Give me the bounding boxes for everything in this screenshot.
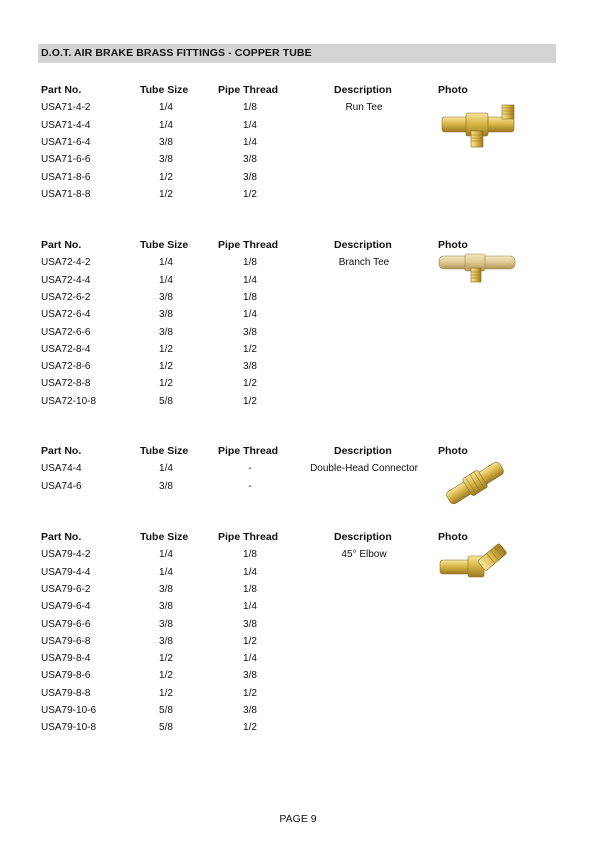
tube-size: 3/8 <box>159 583 173 595</box>
pipe-thread: 1/2 <box>243 395 257 407</box>
part-number: USA79-6-4 <box>41 601 91 613</box>
part-number: USA74-4 <box>41 463 82 475</box>
header-photo: Photo <box>438 239 468 251</box>
table-row <box>0 719 596 736</box>
tube-size: 1/2 <box>159 670 173 682</box>
part-number: USA79-4-4 <box>41 566 91 578</box>
header-photo: Photo <box>438 445 468 457</box>
page-title: D.O.T. AIR BRAKE BRASS FITTINGS - COPPER TUBE <box>38 44 556 63</box>
header-part-no: Part No. <box>41 531 82 543</box>
double-head-connector-photo <box>440 458 510 513</box>
pipe-thread: 1/2 <box>243 687 257 699</box>
part-number: USA72-6-6 <box>41 326 91 338</box>
pipe-thread: 1/2 <box>243 378 257 390</box>
branch-tee-fitting-photo <box>437 250 519 289</box>
part-number: USA71-6-6 <box>41 154 91 166</box>
tube-size: 3/8 <box>159 480 173 492</box>
part-number: USA79-6-2 <box>41 583 91 595</box>
tube-size: 1/2 <box>159 171 173 183</box>
tube-size: 1/4 <box>159 257 173 269</box>
header-tube-size: Tube Size <box>140 445 189 457</box>
tube-size: 5/8 <box>159 395 173 407</box>
table-row <box>0 702 596 719</box>
header-pipe-thread: Pipe Thread <box>218 531 279 543</box>
tube-size: 1/4 <box>159 102 173 114</box>
description: 45° Elbow <box>341 549 387 561</box>
pipe-thread: - <box>248 480 252 492</box>
pipe-thread: 1/8 <box>243 257 257 269</box>
pipe-thread: - <box>248 463 252 475</box>
pipe-thread: 1/4 <box>243 653 257 665</box>
description: Run Tee <box>345 102 383 114</box>
tube-size: 1/2 <box>159 378 173 390</box>
header-pipe-thread: Pipe Thread <box>218 239 279 251</box>
tube-size: 3/8 <box>159 326 173 338</box>
elbow-45-fitting-photo <box>438 540 514 589</box>
pipe-thread: 3/8 <box>243 618 257 630</box>
table-row <box>0 289 596 306</box>
header-photo: Photo <box>438 84 468 96</box>
table-row <box>0 341 596 358</box>
part-number: USA79-10-8 <box>41 722 97 734</box>
pipe-thread: 1/8 <box>243 583 257 595</box>
tube-size: 1/2 <box>159 188 173 200</box>
part-number: USA79-10-6 <box>41 705 97 716</box>
table-row <box>0 633 596 650</box>
tube-size: 1/2 <box>159 343 173 355</box>
part-number: USA72-10-8 <box>41 395 97 407</box>
header-tube-size: Tube Size <box>140 84 189 96</box>
tube-size: 1/4 <box>159 274 173 286</box>
tube-size: 3/8 <box>159 635 173 647</box>
part-number: USA71-6-4 <box>41 136 91 148</box>
tube-size: 5/8 <box>159 722 173 734</box>
tube-size: 1/2 <box>159 687 173 699</box>
pipe-thread: 3/8 <box>243 154 257 166</box>
tube-size: 5/8 <box>159 705 173 716</box>
pipe-thread: 1/4 <box>243 566 257 578</box>
part-number: USA72-8-8 <box>41 378 91 390</box>
tube-size: 3/8 <box>159 618 173 630</box>
pipe-thread: 1/8 <box>243 549 257 561</box>
part-number: USA79-6-6 <box>41 618 91 630</box>
table-row <box>0 650 596 667</box>
description: Branch Tee <box>338 257 390 269</box>
pipe-thread: 1/4 <box>243 136 257 148</box>
tube-size: 1/4 <box>159 549 173 561</box>
header-pipe-thread: Pipe Thread <box>218 445 279 457</box>
pipe-thread: 1/2 <box>243 188 257 200</box>
pipe-thread: 1/8 <box>243 102 257 114</box>
part-number: USA71-4-2 <box>41 102 91 114</box>
tube-size: 1/2 <box>159 653 173 665</box>
pipe-thread: 3/8 <box>243 705 257 716</box>
run-tee-fitting-photo <box>440 95 520 156</box>
pipe-thread: 1/2 <box>243 635 257 647</box>
part-number: USA79-6-8 <box>41 635 91 647</box>
part-number: USA74-6 <box>41 480 82 492</box>
header-pipe-thread: Pipe Thread <box>218 84 279 96</box>
pipe-thread: 1/2 <box>243 722 257 734</box>
header-description: Description <box>334 445 392 457</box>
table-row <box>0 667 596 684</box>
header-description: Description <box>334 84 392 96</box>
part-number: USA71-4-4 <box>41 119 91 131</box>
table-row <box>0 306 596 323</box>
tube-size: 3/8 <box>159 136 173 148</box>
table-row <box>0 685 596 702</box>
table-row <box>0 169 596 186</box>
part-number: USA72-6-2 <box>41 291 91 303</box>
table-row <box>0 598 596 615</box>
tube-size: 3/8 <box>159 309 173 321</box>
tube-size: 1/2 <box>159 361 173 373</box>
header-tube-size: Tube Size <box>140 239 189 251</box>
part-number: USA79-8-8 <box>41 687 91 699</box>
tube-size: 3/8 <box>159 154 173 166</box>
pipe-thread: 1/4 <box>243 119 257 131</box>
header-part-no: Part No. <box>41 84 82 96</box>
header-tube-size: Tube Size <box>140 531 189 543</box>
part-number: USA79-8-4 <box>41 653 91 665</box>
tube-size: 3/8 <box>159 601 173 613</box>
table-row <box>0 358 596 375</box>
header-part-no: Part No. <box>41 239 82 251</box>
part-number: USA71-8-8 <box>41 188 91 200</box>
header-photo: Photo <box>438 531 468 543</box>
part-number: USA72-8-4 <box>41 343 91 355</box>
table-row <box>0 616 596 633</box>
pipe-thread: 1/4 <box>243 274 257 286</box>
tube-size: 1/4 <box>159 119 173 131</box>
part-number: USA79-8-6 <box>41 670 91 682</box>
part-number: USA72-8-6 <box>41 361 91 373</box>
pipe-thread: 3/8 <box>243 670 257 682</box>
header-part-no: Part No. <box>41 445 82 457</box>
tube-size: 3/8 <box>159 291 173 303</box>
pipe-thread: 1/2 <box>243 343 257 355</box>
tube-size: 1/4 <box>159 463 173 475</box>
part-number: USA72-4-4 <box>41 274 91 286</box>
pipe-thread: 1/4 <box>243 601 257 613</box>
table-row <box>0 393 596 410</box>
table-row <box>0 324 596 341</box>
pipe-thread: 1/8 <box>243 291 257 303</box>
description: Double-Head Connector <box>310 463 418 475</box>
table-row <box>0 186 596 203</box>
pipe-thread: 3/8 <box>243 326 257 338</box>
header-description: Description <box>334 239 392 251</box>
page-number: PAGE 9 <box>279 813 317 825</box>
pipe-thread: 3/8 <box>243 171 257 183</box>
tube-size: 1/4 <box>159 566 173 578</box>
pipe-thread: 1/4 <box>243 309 257 321</box>
part-number: USA79-4-2 <box>41 549 91 561</box>
part-number: USA72-6-4 <box>41 309 91 321</box>
pipe-thread: 3/8 <box>243 361 257 373</box>
part-number: USA71-8-6 <box>41 171 91 183</box>
table-row <box>0 375 596 392</box>
header-description: Description <box>334 531 392 543</box>
part-number: USA72-4-2 <box>41 257 91 269</box>
